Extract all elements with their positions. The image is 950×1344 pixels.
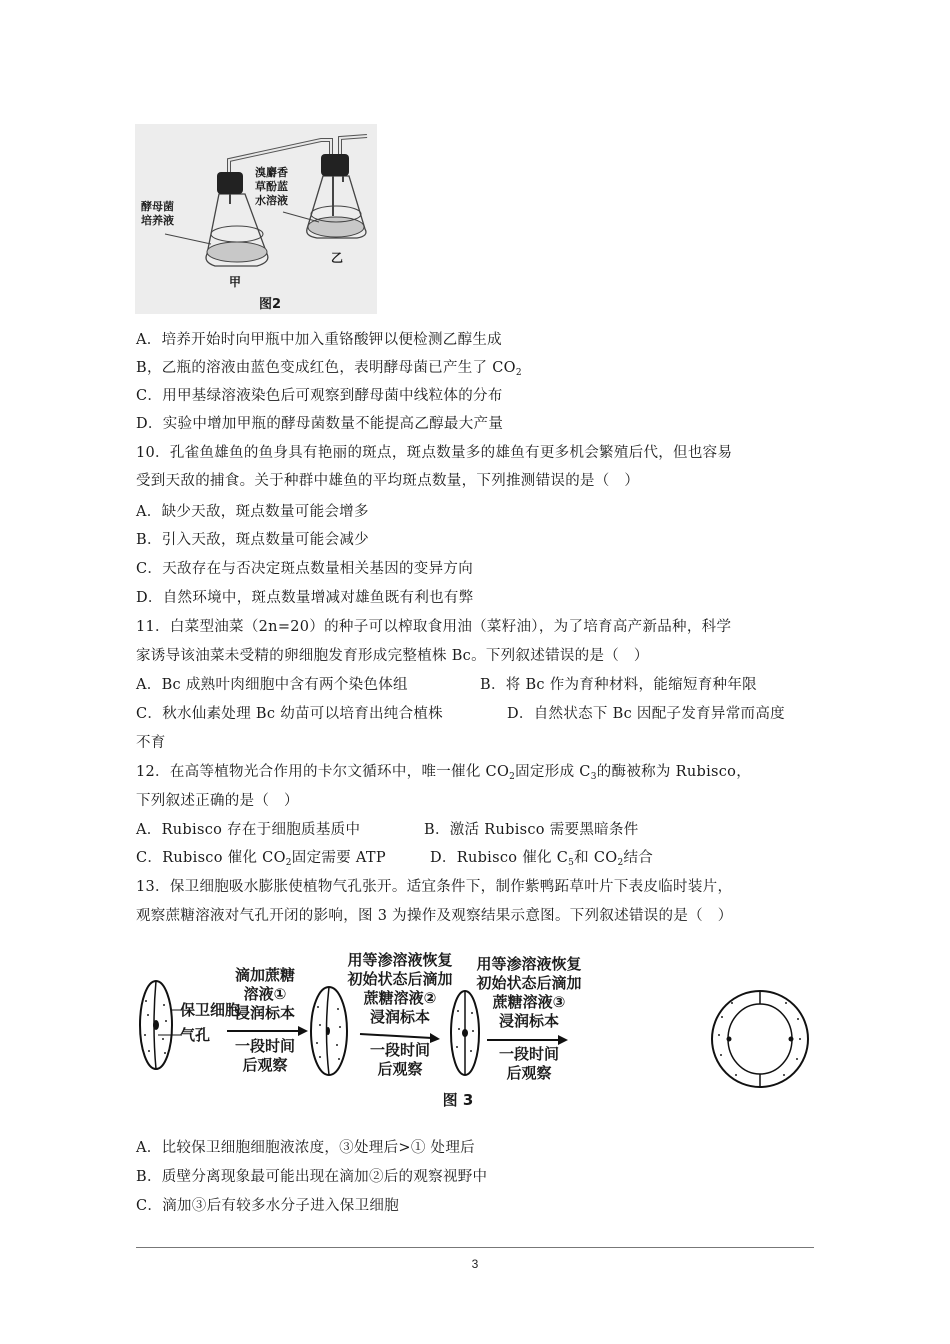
subscript: 2: [285, 858, 292, 868]
q12-option-d-text: 结合: [623, 850, 654, 866]
q12-options-row2: [136, 848, 654, 868]
svg-text:溴麝香: 溴麝香: [255, 166, 288, 179]
q12-option-d-text: 和 CO: [574, 850, 618, 866]
svg-text:酵母菌: 酵母菌: [141, 200, 174, 213]
svg-text:后观察: 后观察: [242, 1056, 288, 1074]
svg-text:一段时间: 一段时间: [498, 1045, 560, 1063]
q11-options-row2: [136, 704, 785, 724]
q12-option-d: [430, 848, 653, 868]
svg-text:气孔: 气孔: [180, 1026, 211, 1044]
q9-option-d: D．实验中增加甲瓶的酵母菌数量不能提高乙醇最大产量: [136, 416, 504, 432]
q10-option-a: A．缺少天敌，斑点数量可能会增多: [136, 504, 369, 520]
svg-text:保卫细胞: 保卫细胞: [180, 1001, 241, 1019]
q12-stem-text-b: 固定形成 C: [515, 764, 591, 780]
svg-text:滴加蔗糖: 滴加蔗糖: [234, 966, 296, 984]
q13-stem-line2: 观察蔗糖溶液对气孔开闭的影响，图 3 为操作及观察结果示意图。下列叙述错误的是（ ）: [136, 908, 733, 924]
q12-option-a: A．Rubisco 存在于细胞质基质中: [136, 822, 361, 838]
svg-text:后观察: 后观察: [506, 1064, 552, 1082]
q10-option-b: B．引入天敌，斑点数量可能会减少: [136, 532, 369, 548]
stomata-diagram-icon: [132, 935, 812, 1115]
svg-text:培养液: 培养液: [141, 214, 174, 227]
q11-stem-line1: 11．白菜型油菜（2n=20）的种子可以榨取食用油（菜籽油），为了培育高产新品种，科学: [136, 619, 732, 635]
q12-stem-text-a: 12．在高等植物光合作用的卡尔文循环中，唯一催化 CO: [136, 764, 510, 780]
q12-options-row1: [136, 820, 639, 840]
q13-stem-line1: 13．保卫细胞吸水膨胀使植物气孔张开。适宜条件下，制作紫鸭跖草叶片下表皮临时装片，: [136, 879, 733, 895]
q12-stem-line2: 下列叙述正确的是（ ）: [136, 793, 299, 809]
svg-text:浸润标本: 浸润标本: [498, 1012, 560, 1030]
q11-stem-line2: 家诱导该油菜未受精的卵细胞发育形成完整植株 Bc。下列叙述错误的是（ ）: [136, 648, 649, 664]
subscript: 2: [617, 858, 624, 868]
svg-text:水溶液: 水溶液: [255, 194, 288, 207]
q13-option-b: B．质壁分离现象最可能出现在滴加②后的观察视野中: [136, 1169, 488, 1185]
q12-option-b: B．激活 Rubisco 需要黑暗条件: [424, 822, 639, 838]
footer-divider: [136, 1247, 814, 1248]
svg-text:溶液①: 溶液①: [243, 985, 287, 1003]
q9-option-a: A．培养开始时向甲瓶中加入重铬酸钾以便检测乙醇生成: [136, 332, 502, 348]
subscript: 5: [568, 858, 575, 868]
q12-option-c-text: 固定需要 ATP: [291, 850, 386, 866]
q10-stem-line1: 10．孔雀鱼雄鱼的鱼身具有艳丽的斑点，斑点数量多的雄鱼有更多机会繁殖后代，但也容易: [136, 445, 733, 461]
q10-option-d: D．自然环境中，斑点数量增减对雄鱼既有利也有弊: [136, 590, 474, 606]
svg-text:用等渗溶液恢复: 用等渗溶液恢复: [476, 955, 582, 973]
svg-text:乙: 乙: [331, 251, 344, 265]
svg-text:初始状态后滴加: 初始状态后滴加: [347, 970, 453, 988]
q12-option-c-text: C．Rubisco 催化 CO: [136, 850, 286, 866]
svg-text:后观察: 后观察: [377, 1060, 423, 1078]
q12-option-d-text: D．Rubisco 催化 C: [430, 850, 569, 866]
flask-diagram-icon: [135, 124, 377, 314]
page-number: 3: [471, 1257, 479, 1271]
q10-stem-line2: 受到天敌的捕食。关于种群中雄鱼的平均斑点数量，下列推测错误的是（ ）: [136, 473, 640, 489]
q11-options-row1: [136, 675, 757, 695]
q12-option-c: [136, 850, 386, 866]
q11-option-c: C．秋水仙素处理 Bc 幼苗可以培育出纯合植株: [136, 706, 443, 722]
svg-text:一段时间: 一段时间: [234, 1037, 296, 1055]
svg-text:初始状态后滴加: 初始状态后滴加: [476, 974, 582, 992]
subscript: 2: [509, 772, 516, 782]
figure-3-stomata-diagram: [132, 935, 812, 1115]
svg-text:草酚蓝: 草酚蓝: [255, 180, 288, 193]
subscript: 2: [515, 368, 522, 378]
q12-stem-text-c: 的酶被称为 Rubisco，: [596, 764, 751, 780]
q11-option-d-line2: 不育: [136, 735, 166, 751]
figure-2-fermentation-apparatus: [135, 124, 377, 314]
q13-option-a: A．比较保卫细胞细胞液浓度，③处理后>① 处理后: [136, 1140, 475, 1156]
svg-text:蔗糖溶液②: 蔗糖溶液②: [363, 989, 437, 1007]
q9-option-c: C．用甲基绿溶液染色后可观察到酵母菌中线粒体的分布: [136, 388, 503, 404]
q11-option-b: B．将 Bc 作为育种材料，能缩短育种年限: [480, 677, 757, 693]
svg-text:一段时间: 一段时间: [369, 1041, 431, 1059]
q10-option-c: C．天敌存在与否决定斑点数量相关基因的变异方向: [136, 561, 473, 577]
svg-text:图2: 图2: [259, 297, 282, 312]
svg-text:甲: 甲: [229, 275, 242, 289]
subscript: 3: [590, 772, 597, 782]
svg-text:浸润标本: 浸润标本: [369, 1008, 431, 1026]
q11-option-a: A．Bc 成熟叶肉细胞中含有两个染色体组: [136, 677, 408, 693]
q9-option-b: [136, 358, 522, 378]
svg-text:用等渗溶液恢复: 用等渗溶液恢复: [347, 951, 453, 969]
svg-text:蔗糖溶液③: 蔗糖溶液③: [492, 993, 566, 1011]
q9-option-b-text: B，乙瓶的溶液由蓝色变成红色，表明酵母菌已产生了 CO: [136, 360, 516, 376]
svg-text:图 3: 图 3: [442, 1091, 474, 1109]
q12-stem-line1: [136, 762, 751, 782]
q11-option-d: D．自然状态下 Bc 因配子发育异常而高度: [507, 706, 785, 722]
q13-option-c: C．滴加③后有较多水分子进入保卫细胞: [136, 1198, 399, 1214]
svg-text:浸润标本: 浸润标本: [234, 1004, 296, 1022]
